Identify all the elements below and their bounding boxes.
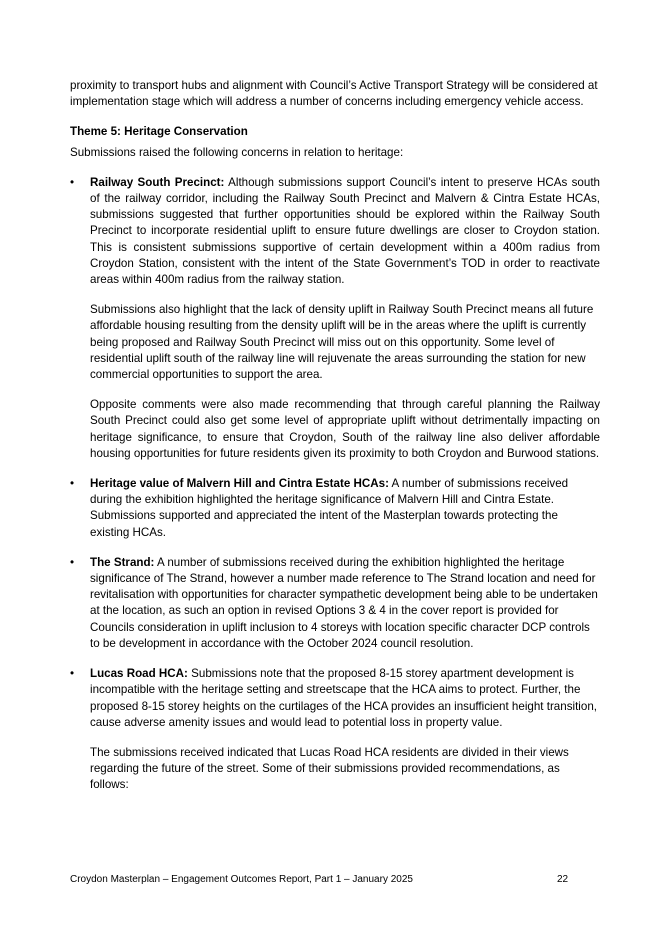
item-paragraph-2: Submissions also highlight that the lack of density uplift in Railway South Precinct means all future affordable housing resulting from the density uplift will be in the areas where the uplift is currently being proposed and Railway South Precinct will miss out on this opportunity. Some level of residential uplift south of the railway line will rejuvenate the areas surrounding the station for new commercial opportunities to support the area. [90, 303, 594, 382]
item-text: Although submissions support Council’s intent to preserve HCAs south of the railway corridor, including the Railway South Precinct and Malvern & Cintra Estate HCAs, submissions suggested that further opportunities should be explored within the Railway South Precinct to incorporate residential uplift to ensure future dwellings are closer to Croydon station. This is consistent submissions supportive of certain development within a 400m radius from Croydon Station, consistent with the intent of the State Government’s TOD in order to reactivate areas within 400m radius from the railway station. [90, 175, 600, 287]
lead-paragraph: Submissions raised the following concerns in relation to heritage: [70, 145, 404, 159]
item-title: Railway South Precinct: [90, 175, 225, 189]
item-paragraph-3: Opposite comments were also made recommending that through careful planning the Railway South Precinct could also get some level of appropriate uplift without detrimentally impacting on heritage significance, to ensure that Croydon, South of the railway line also deliver affordable housing opportunities for future residents given its proximity to both Croydon and Burwood stations. [90, 398, 600, 460]
page-content [70, 78, 600, 808]
page-footer: Croydon Masterplan – Engagement Outcomes Report, Part 1 – January 2025 [70, 874, 413, 885]
item-title: The Strand: [90, 555, 155, 569]
list-item-lucas-road [70, 666, 600, 793]
item-paragraph [90, 666, 600, 731]
item-paragraph [90, 555, 600, 652]
bullet-icon: • [70, 175, 75, 189]
item-paragraph [90, 175, 600, 288]
item-text: Submissions note that the proposed 8-15 storey apartment development is incompatible with the heritage setting and streetscape that the HCA aims to protect. Further, the proposed 8-15 storey heights on the curtilages of the HCA provides an insufficient height transition, cause adverse amenity issues and would lead to potential loss in property value. [90, 667, 597, 729]
list-item-the-strand [70, 555, 600, 652]
concerns-list [70, 175, 600, 794]
item-title: Lucas Road HCA: [90, 667, 188, 681]
item-paragraph [90, 476, 600, 541]
item-text: A number of submissions received during the exhibition highlighted the heritage significance of The Strand, however a number made reference to The Strand location and need for revitalisation with opportunities for character sympathetic development being able to be undertaken at the location, as such an option in revised Options 3 & 4 in the cover report is provided for Councils consideration in uplift inclusion to 4 storeys with location specific character DCP controls to be development in accordance with the October 2024 council resolution. [90, 555, 598, 650]
list-item-malvern-cintra [70, 476, 600, 541]
bullet-icon: • [70, 667, 75, 681]
intro-paragraph: proximity to transport hubs and alignment with Council’s Active Transport Strategy will be considered at implementation stage which will address a number of concerns including emergency vehicle access. [70, 79, 598, 109]
section-heading: Theme 5: Heritage Conservation [70, 125, 248, 139]
bullet-icon: • [70, 477, 75, 491]
page-number: 22 [557, 874, 569, 885]
item-title: Heritage value of Malvern Hill and Cintra Estate HCAs: [90, 477, 389, 491]
list-item-railway-south [70, 175, 600, 462]
bullet-icon: • [70, 555, 75, 569]
item-text: A number of submissions received during the exhibition highlighted the heritage significance of Malvern Hill and Cintra Estate. Submissions supported and appreciated the intent of the Masterplan towards protecting the existing HCAs. [90, 477, 569, 539]
item-paragraph-2: The submissions received indicated that Lucas Road HCA residents are divided in their views regarding the future of the street. Some of their submissions provided recommendations, as follows: [90, 745, 569, 792]
